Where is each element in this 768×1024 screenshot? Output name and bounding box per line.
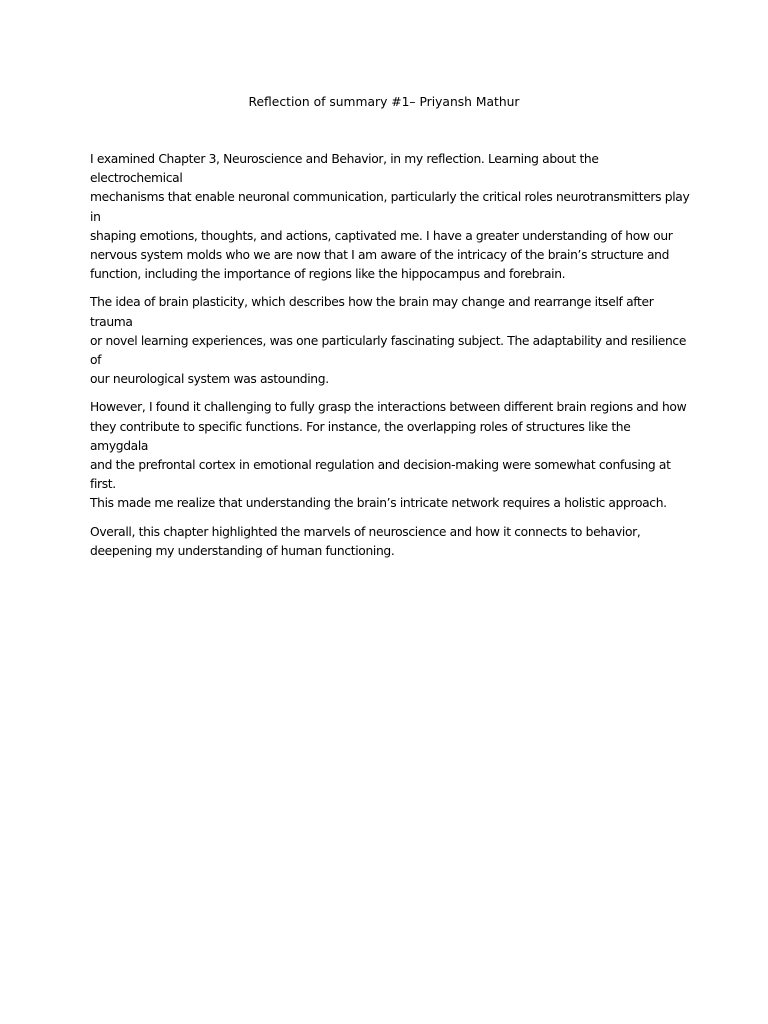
paragraph-2: The idea of brain plasticity, which describes how the brain may change and rearrange itself after trauma or novel learning experiences, was one particularly fascinating subject. The adaptability and resilience of our neurological system was astounding. xyxy=(90,295,687,387)
paragraph-1: I examined Chapter 3, Neuroscience and Behavior, in my reflection. Learning about the electrochemical mechanisms that enable neuronal communication, particularly the critical roles neurotransmitters play in shaping emotions, thoughts, and actions, captivated me. I have a greater understanding of how our nervous system molds who we are now that I am aware of the intricacy of the brain’s structure and function, including the importance of regions like the hippocampus and forebrain. xyxy=(90,152,690,282)
paragraph-4: Overall, this chapter highlighted the marvels of neuroscience and how it connects to behavior, deepening my understanding of human functioning. xyxy=(90,524,641,558)
document-title: Reflection of summary #1– Priyansh Mathur xyxy=(248,95,520,109)
document-body xyxy=(90,150,690,570)
paragraph-3: However, I found it challenging to fully grasp the interactions between different brain regions and how they contribute to specific functions. For instance, the overlapping roles of structures like the amygdala and the prefrontal cortex in emotional regulation and decision-making were somewhat confusing at first. This made me realize that understanding the brain’s intricate network requires a holistic approach. xyxy=(90,400,687,511)
